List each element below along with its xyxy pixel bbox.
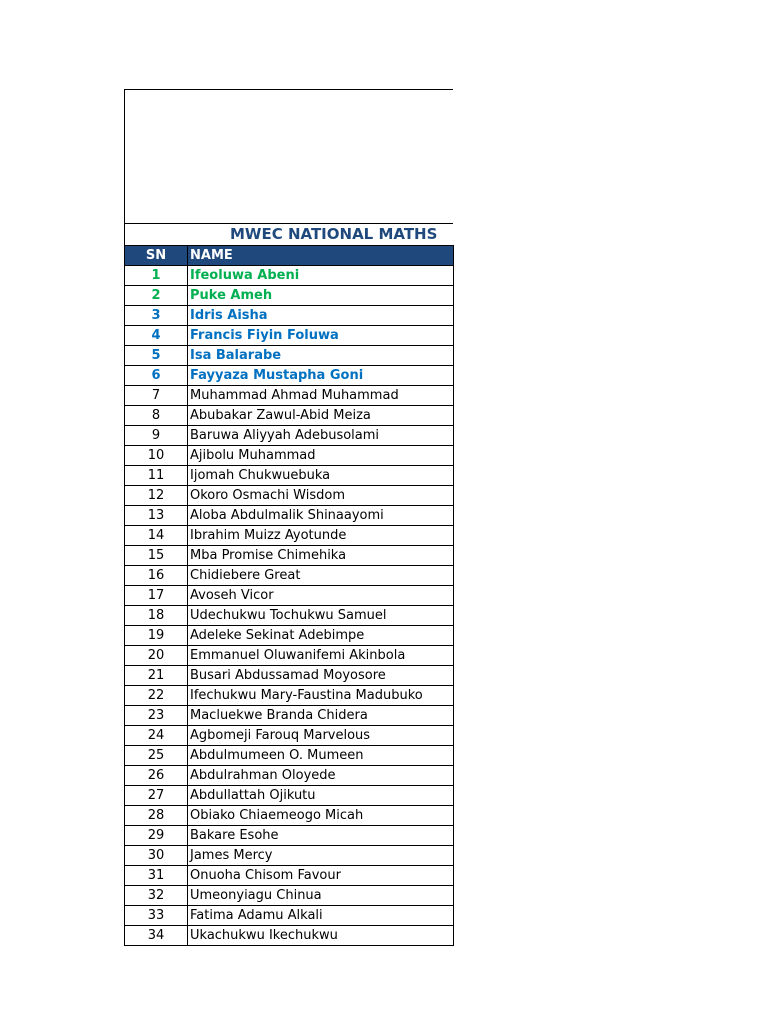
table-header-row: [125, 246, 454, 266]
row-sn: 15: [125, 546, 188, 566]
row-sn: 1: [125, 266, 188, 286]
row-name: Baruwa Aliyyah Adebusolami: [188, 426, 454, 446]
table-row: [125, 566, 454, 586]
row-sn: 13: [125, 506, 188, 526]
name-column-header: NAME: [188, 246, 454, 266]
row-sn: 6: [125, 366, 188, 386]
table-row: [125, 526, 454, 546]
table-row: [125, 286, 454, 306]
row-name: Puke Ameh: [188, 286, 454, 306]
table-row: [125, 686, 454, 706]
row-name: Udechukwu Tochukwu Samuel: [188, 606, 454, 626]
row-name: Fayyaza Mustapha Goni: [188, 366, 454, 386]
row-name: Umeonyiagu Chinua: [188, 886, 454, 906]
row-name: Muhammad Ahmad Muhammad: [188, 386, 454, 406]
table-row: [125, 906, 454, 926]
table-row: [125, 886, 454, 906]
row-name: Okoro Osmachi Wisdom: [188, 486, 454, 506]
row-sn: 12: [125, 486, 188, 506]
row-sn: 16: [125, 566, 188, 586]
row-sn: 29: [125, 826, 188, 846]
table-row: [125, 926, 454, 946]
row-name: Macluekwe Branda Chidera: [188, 706, 454, 726]
row-name: Abdulrahman Oloyede: [188, 766, 454, 786]
table-row: [125, 426, 454, 446]
table-row: [125, 606, 454, 626]
row-name: James Mercy: [188, 846, 454, 866]
table-row: [125, 586, 454, 606]
row-sn: 3: [125, 306, 188, 326]
table-row: [125, 266, 454, 286]
row-sn: 33: [125, 906, 188, 926]
row-sn: 27: [125, 786, 188, 806]
row-sn: 14: [125, 526, 188, 546]
table-row: [125, 766, 454, 786]
row-sn: 7: [125, 386, 188, 406]
row-sn: 26: [125, 766, 188, 786]
table-row: [125, 466, 454, 486]
table-row: [125, 446, 454, 466]
row-sn: 2: [125, 286, 188, 306]
row-name: Emmanuel Oluwanifemi Akinbola: [188, 646, 454, 666]
row-name: Francis Fiyin Foluwa: [188, 326, 454, 346]
table-row: [125, 626, 454, 646]
results-table: [124, 245, 454, 946]
table-row: [125, 546, 454, 566]
row-sn: 24: [125, 726, 188, 746]
row-sn: 20: [125, 646, 188, 666]
table-row: [125, 386, 454, 406]
table-row: [125, 666, 454, 686]
header-blank-area: [124, 89, 453, 224]
row-name: Ifeoluwa Abeni: [188, 266, 454, 286]
table-row: [125, 786, 454, 806]
row-name: Avoseh Vicor: [188, 586, 454, 606]
row-sn: 4: [125, 326, 188, 346]
table-row: [125, 706, 454, 726]
row-sn: 23: [125, 706, 188, 726]
row-sn: 10: [125, 446, 188, 466]
row-name: Isa Balarabe: [188, 346, 454, 366]
row-name: Ijomah Chukwuebuka: [188, 466, 454, 486]
row-name: Ajibolu Muhammad: [188, 446, 454, 466]
row-name: Chidiebere Great: [188, 566, 454, 586]
row-sn: 31: [125, 866, 188, 886]
row-name: Onuoha Chisom Favour: [188, 866, 454, 886]
row-name: Fatima Adamu Alkali: [188, 906, 454, 926]
table-row: [125, 506, 454, 526]
sheet-title: MWEC NATIONAL MATHS: [124, 224, 454, 245]
row-sn: 22: [125, 686, 188, 706]
row-name: Idris Aisha: [188, 306, 454, 326]
row-sn: 5: [125, 346, 188, 366]
row-sn: 25: [125, 746, 188, 766]
row-sn: 8: [125, 406, 188, 426]
table-row: [125, 366, 454, 386]
row-sn: 34: [125, 926, 188, 946]
table-row: [125, 306, 454, 326]
row-name: Abubakar Zawul-Abid Meiza: [188, 406, 454, 426]
row-name: Abdullattah Ojikutu: [188, 786, 454, 806]
table-row: [125, 806, 454, 826]
table-row: [125, 846, 454, 866]
row-sn: 9: [125, 426, 188, 446]
row-name: Bakare Esohe: [188, 826, 454, 846]
row-name: Mba Promise Chimehika: [188, 546, 454, 566]
table-row: [125, 826, 454, 846]
row-name: Adeleke Sekinat Adebimpe: [188, 626, 454, 646]
row-name: Busari Abdussamad Moyosore: [188, 666, 454, 686]
row-name: Ifechukwu Mary-Faustina Madubuko: [188, 686, 454, 706]
row-sn: 17: [125, 586, 188, 606]
row-sn: 19: [125, 626, 188, 646]
row-name: Aloba Abdulmalik Shinaayomi: [188, 506, 454, 526]
sn-column-header: SN: [125, 246, 188, 266]
row-name: Ukachukwu Ikechukwu: [188, 926, 454, 946]
row-sn: 18: [125, 606, 188, 626]
row-sn: 32: [125, 886, 188, 906]
table-row: [125, 726, 454, 746]
row-sn: 11: [125, 466, 188, 486]
row-name: Agbomeji Farouq Marvelous: [188, 726, 454, 746]
table-row: [125, 866, 454, 886]
row-sn: 28: [125, 806, 188, 826]
table-row: [125, 346, 454, 366]
results-sheet: [124, 89, 454, 946]
row-sn: 30: [125, 846, 188, 866]
table-row: [125, 406, 454, 426]
row-sn: 21: [125, 666, 188, 686]
table-row: [125, 486, 454, 506]
table-row: [125, 646, 454, 666]
row-name: Ibrahim Muizz Ayotunde: [188, 526, 454, 546]
table-row: [125, 746, 454, 766]
row-name: Obiako Chiaemeogo Micah: [188, 806, 454, 826]
table-row: [125, 326, 454, 346]
row-name: Abdulmumeen O. Mumeen: [188, 746, 454, 766]
